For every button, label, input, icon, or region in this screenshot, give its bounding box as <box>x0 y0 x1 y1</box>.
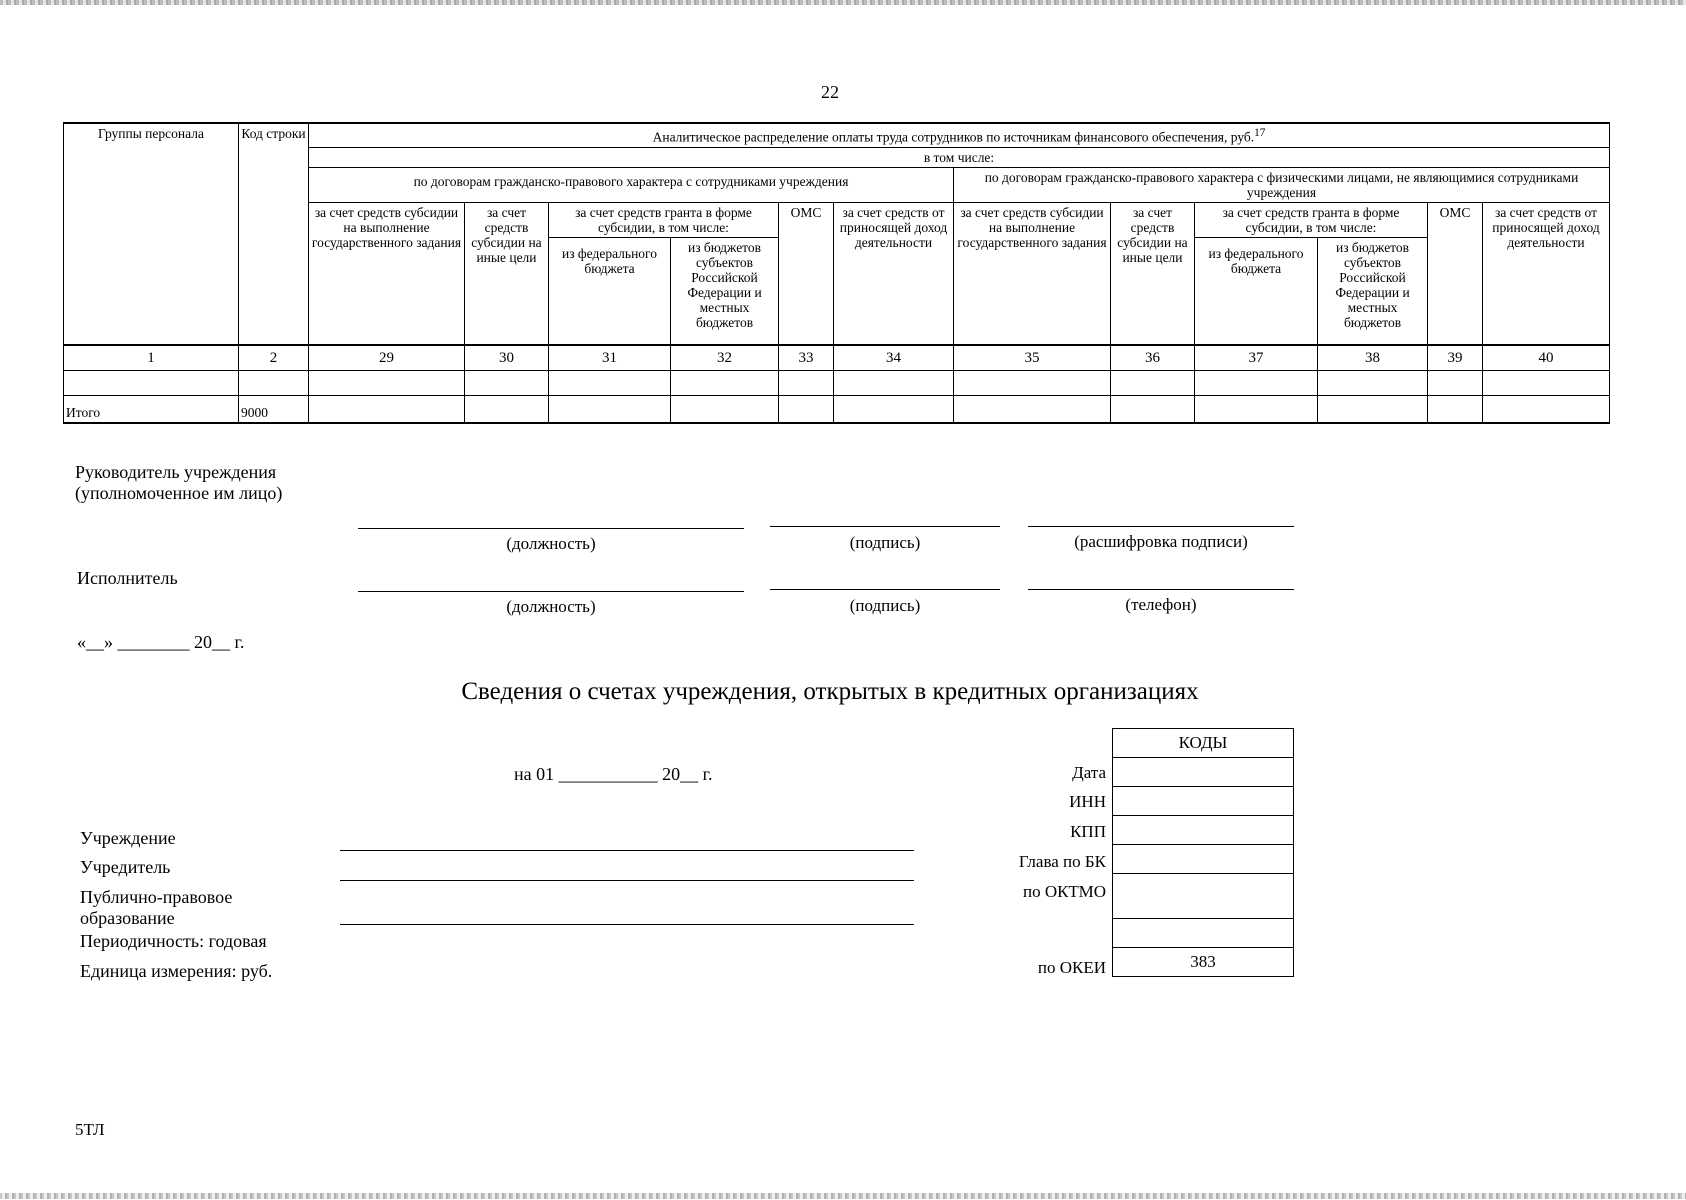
col-num: 31 <box>549 345 671 371</box>
header-grant: за счет средств гранта в форме субсидии, в том числе: <box>549 202 779 237</box>
header-gph-other: по договорам гражданско-правового характера с физическими лицами, не являющимися сотрудниками учреждения <box>954 167 1610 202</box>
header-grant-federal-2: из федерального бюджета <box>1195 237 1318 345</box>
table-cell <box>465 371 549 396</box>
institution-line <box>340 850 914 851</box>
executor-signature-line <box>770 589 1000 590</box>
header-subsidy-task: за счет средств субсидии на выполнение государственного задания <box>309 202 465 345</box>
head-label: Руководитель учреждения (уполномоченное им лицо) <box>75 462 283 503</box>
col-num: 34 <box>834 345 954 371</box>
founder-label: Учредитель <box>80 857 171 877</box>
table-cell <box>954 396 1111 424</box>
table-cell <box>1195 396 1318 424</box>
scan-edge-bottom <box>0 1193 1686 1199</box>
header-grant-federal: из федерального бюджета <box>549 237 671 345</box>
header-code: Код строки <box>239 123 309 345</box>
as-of-date: на 01 ___________ 20__ г. <box>514 764 713 784</box>
header-gph-staff: по договорам гражданско-правового характера с сотрудниками учреждения <box>309 167 954 202</box>
institution-label: Учреждение <box>80 828 176 848</box>
table-cell <box>1483 396 1610 424</box>
table-cell <box>1483 371 1610 396</box>
header-subsidy-task-2: за счет средств субсидии на выполнение государственного задания <box>954 202 1111 345</box>
table-cell <box>1428 396 1483 424</box>
table-cell <box>671 371 779 396</box>
table-cell <box>954 371 1111 396</box>
table-cell <box>309 396 465 424</box>
table-cell <box>309 371 465 396</box>
header-analytic-text: Аналитическое распределение оплаты труда сотрудников по источникам финансового обеспечения, руб. <box>652 129 1255 145</box>
col-num: 1 <box>64 345 239 371</box>
header-grant-2: за счет средств гранта в форме субсидии, в том числе: <box>1195 202 1428 237</box>
code-glava-bk-cell <box>1113 845 1294 874</box>
page-number: 22 <box>821 82 839 102</box>
codes-table <box>1112 728 1294 977</box>
table-cell <box>779 396 834 424</box>
executor-phone-caption: (телефон) <box>1125 595 1197 614</box>
header-grant-regional-2: из бюджетов субъектов Российской Федерации и местных бюджетов <box>1318 237 1428 345</box>
col-num: 29 <box>309 345 465 371</box>
col-num: 40 <box>1483 345 1610 371</box>
header-subsidy-other: за счет средств субсидии на иные цели <box>465 202 549 345</box>
table-cell <box>834 371 954 396</box>
column-numbers-row <box>64 345 1610 371</box>
col-num: 36 <box>1111 345 1195 371</box>
head-position-caption: (должность) <box>506 534 596 553</box>
table-cell <box>1318 396 1428 424</box>
public-entity-line <box>340 924 914 925</box>
header-groups: Группы персонала <box>64 123 239 345</box>
code-empty-cell <box>1113 919 1294 948</box>
col-num: 39 <box>1428 345 1483 371</box>
header-analytic <box>309 123 1610 147</box>
code-label-inn: ИНН <box>1069 792 1106 811</box>
code-label-oktmo: по ОКТМО <box>1022 882 1106 901</box>
header-income: за счет средств от приносящей доход деятельности <box>834 202 954 345</box>
head-decoding-line <box>1028 526 1294 527</box>
table-cell <box>239 371 309 396</box>
scan-edge-top <box>0 0 1686 5</box>
date-line: «__» ________ 20__ г. <box>77 632 245 652</box>
table-cell <box>1428 371 1483 396</box>
head-decoding-caption: (расшифровка подписи) <box>1074 532 1248 551</box>
header-including: в том числе: <box>309 147 1610 167</box>
col-num: 30 <box>465 345 549 371</box>
executor-phone-line <box>1028 589 1294 590</box>
col-num: 35 <box>954 345 1111 371</box>
codes-header: КОДЫ <box>1113 729 1294 758</box>
form-code: 5ТЛ <box>75 1120 105 1139</box>
table-cell <box>671 396 779 424</box>
header-income-2: за счет средств от приносящей доход деятельности <box>1483 202 1610 345</box>
executor-position-caption: (должность) <box>506 597 596 616</box>
code-label-kpp: КПП <box>1070 822 1106 841</box>
footnote-marker: 17 <box>1254 127 1266 139</box>
table-cell <box>1111 371 1195 396</box>
head-position-line <box>358 528 744 529</box>
table-cell <box>549 371 671 396</box>
code-label-glava-bk: Глава по БК <box>1018 852 1106 871</box>
total-label: Итого <box>64 396 239 424</box>
header-oms-2: ОМС <box>1428 202 1483 345</box>
head-signature-caption: (подпись) <box>849 533 921 552</box>
executor-label: Исполнитель <box>77 568 178 588</box>
personnel-pay-table <box>63 122 1610 424</box>
code-label-date: Дата <box>1072 763 1106 782</box>
col-num: 37 <box>1195 345 1318 371</box>
code-okei-cell: 383 <box>1113 948 1294 977</box>
table-cell <box>1111 396 1195 424</box>
table-cell <box>1318 371 1428 396</box>
table-row <box>64 371 1610 396</box>
executor-position-line <box>358 591 744 592</box>
col-num: 32 <box>671 345 779 371</box>
table-cell <box>64 371 239 396</box>
code-label-okei: по ОКЕИ <box>1037 958 1106 977</box>
executor-signature-caption: (подпись) <box>849 596 921 615</box>
table-cell <box>834 396 954 424</box>
total-code: 9000 <box>239 396 309 424</box>
header-subsidy-other-2: за счет средств субсидии на иные цели <box>1111 202 1195 345</box>
table-cell <box>549 396 671 424</box>
col-num: 33 <box>779 345 834 371</box>
periodicity-label: Периодичность: годовая <box>80 931 267 951</box>
code-date-cell <box>1113 758 1294 787</box>
table-cell <box>779 371 834 396</box>
table-cell <box>465 396 549 424</box>
code-inn-cell <box>1113 787 1294 816</box>
total-row <box>64 396 1610 424</box>
unit-label: Единица измерения: руб. <box>80 961 273 981</box>
col-num: 38 <box>1318 345 1428 371</box>
code-kpp-cell <box>1113 816 1294 845</box>
founder-line <box>340 880 914 881</box>
accounts-title: Сведения о счетах учреждения, открытых в кредитных организациях <box>461 678 1199 705</box>
header-grant-regional: из бюджетов субъектов Российской Федерации и местных бюджетов <box>671 237 779 345</box>
head-signature-line <box>770 526 1000 527</box>
header-oms: ОМС <box>779 202 834 345</box>
col-num: 2 <box>239 345 309 371</box>
code-oktmo-cell <box>1113 874 1294 919</box>
public-entity-label: Публично-правовое образование <box>80 887 233 928</box>
table-cell <box>1195 371 1318 396</box>
